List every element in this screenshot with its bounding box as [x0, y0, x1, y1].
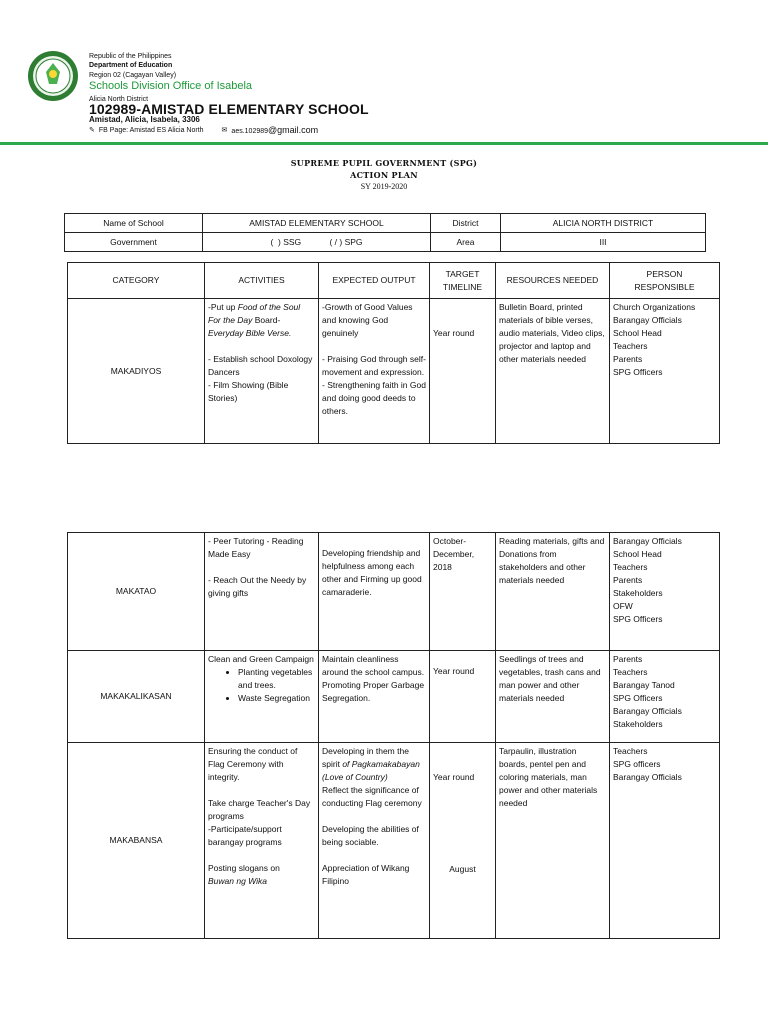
person-item: Parents: [613, 575, 643, 585]
activities-cell: [205, 651, 319, 743]
person-item: SPG Officers: [613, 367, 663, 377]
category-makatao: MAKATAO: [68, 533, 205, 651]
expected-1c: (Love of Country): [322, 772, 388, 782]
person-item: Stakeholders: [613, 719, 663, 729]
person-item: Barangay Officials: [613, 315, 682, 325]
government-label: Government: [65, 233, 203, 252]
email-icon: ✉: [221, 127, 228, 134]
expected-3: Developing the abilities of being sociable.: [322, 824, 419, 847]
list-item: • Waste Segregation: [238, 692, 315, 705]
table-row-makakalikasan: [68, 651, 720, 743]
resources-cell: Bulletin Board, printed materials of bible verses, audio materials, Video clips, projector and laptop and other materials needed: [496, 299, 610, 444]
person-item: Teachers: [613, 667, 648, 677]
table-row-makatao: [68, 533, 720, 651]
header-divider: [0, 142, 768, 145]
col-resources: RESOURCES NEEDED: [496, 263, 610, 299]
resources-cell: Reading materials, gifts and Donations from stakeholders and other materials needed: [496, 533, 610, 651]
person-item: SPG Officers: [613, 614, 663, 624]
activity-1c: Board-: [252, 315, 281, 325]
expected-1a: Developing in them the spirit: [322, 746, 409, 769]
list-item: • Planting vegetables and trees.: [238, 666, 315, 692]
activity-1: Clean and Green Campaign: [208, 654, 314, 664]
person-item: Teachers: [613, 341, 648, 351]
contact-line: [89, 126, 318, 135]
district-value: ALICIA NORTH DISTRICT: [501, 214, 706, 233]
expected-3: - Strengthening faith in God and doing good deeds to others.: [322, 380, 426, 416]
activity-3: -Participate/support barangay programs: [208, 824, 282, 847]
persons-cell: [610, 651, 720, 743]
person-item: Teachers: [613, 746, 648, 756]
activity-text: [208, 302, 300, 338]
person-item: School Head: [613, 328, 662, 338]
col-expected: EXPECTED OUTPUT: [319, 263, 430, 299]
expected-1: Maintain cleanliness around the school campus.: [322, 654, 425, 677]
district-label: District: [431, 214, 501, 233]
timeline-text: Year round: [433, 666, 475, 676]
activity-4a: Posting slogans on: [208, 863, 280, 873]
person-line-2: RESPONSIBLE: [634, 281, 695, 292]
person-item: OFW: [613, 601, 633, 611]
person-item: Barangay Officials: [613, 772, 682, 782]
activities-cell: [205, 533, 319, 651]
expected-1b: of Pagkamakabayan: [342, 759, 420, 769]
activity-1: Ensuring the conduct of Flag Ceremony with integrity.: [208, 746, 298, 782]
expected-cell: [319, 743, 430, 939]
area-value: III: [501, 233, 706, 252]
action-plan-table-top: [67, 262, 720, 444]
activity-bullets: [208, 666, 315, 705]
persons-cell: [610, 743, 720, 939]
activity-1d: Everyday Bible Verse.: [208, 328, 292, 338]
timeline-cell: October-December, 2018: [430, 533, 496, 651]
title-spg: SUPREME PUPIL GOVERNMENT (SPG): [290, 158, 478, 168]
letterhead: [0, 0, 768, 150]
person-item: Barangay Officials: [613, 536, 682, 546]
activity-1a: -Put up: [208, 302, 238, 312]
col-target: [430, 263, 496, 299]
expected-2: Promoting Proper Garbage Segregation.: [322, 680, 425, 703]
expected-2: - Praising God through self-movement and expression.: [322, 354, 426, 377]
person-item: SPG officers: [613, 759, 661, 769]
timeline-2: August: [449, 864, 476, 874]
school-name: 102989-AMISTAD ELEMENTARY SCHOOL: [89, 101, 369, 117]
col-person: [610, 263, 720, 299]
department-text: Department of Education: [89, 62, 173, 69]
person-item: Stakeholders: [613, 588, 663, 598]
activity-4b: Buwan ng Wika: [208, 876, 267, 886]
target-line-1: TARGET: [445, 268, 480, 279]
title-action-plan: ACTION PLAN: [350, 170, 418, 180]
expected-text: Developing friendship and helpfulness among each other and Firming up good camaraderie.: [322, 548, 422, 597]
expected-2: Reflect the significance of conducting Flag ceremony: [322, 785, 422, 808]
name-value: AMISTAD ELEMENTARY SCHOOL: [203, 214, 431, 233]
category-makabansa: MAKABANSA: [68, 743, 205, 939]
expected-1: -Growth of Good Values and knowing God genuinely: [322, 302, 413, 338]
activity-3: - Film Showing (Bible Stories): [208, 380, 289, 403]
person-item: School Head: [613, 549, 662, 559]
person-item: SPG Officers: [613, 693, 663, 703]
facebook-icon: ✎: [89, 127, 95, 134]
expected-cell: [319, 651, 430, 743]
title-school-year: SY 2019-2020: [360, 182, 408, 191]
region-text: Region 02 (Cagayan Valley): [89, 72, 177, 79]
activity-1: - Peer Tutoring - Reading Made Easy: [208, 536, 304, 559]
fb-page-text: FB Page: Amistad ES Alicia North: [98, 127, 204, 134]
timeline-cell: [430, 651, 496, 743]
resources-cell: Tarpaulin, illustration boards, pentel pen and coloring materials, man power and other materials needed: [496, 743, 610, 939]
activity-2: Take charge Teacher's Day programs: [208, 798, 311, 821]
info-row: [65, 214, 706, 233]
target-line-2: TIMELINE: [442, 281, 483, 292]
expected-1: [322, 745, 426, 771]
republic-text: Republic of the Philippines: [89, 53, 172, 60]
expected-cell: [319, 299, 430, 444]
school-info-table: [64, 213, 706, 252]
deped-seal-logo: [27, 50, 79, 102]
district-text: Alicia North District: [89, 96, 149, 103]
person-item: Parents: [613, 354, 643, 364]
activities-cell: [205, 743, 319, 939]
timeline-1: Year round: [433, 772, 475, 782]
person-item: Church Organizations: [613, 302, 696, 312]
timeline-cell: [430, 299, 496, 444]
activity-2: - Establish school Doxology Dancers: [208, 354, 313, 377]
name-label: Name of School: [65, 214, 203, 233]
school-address: Amistad, Alicia, Isabela, 3306: [89, 115, 200, 124]
category-makakalikasan: MAKAKALIKASAN: [68, 651, 205, 743]
expected-4: Appreciation of Wikang Filipino: [322, 863, 410, 886]
persons-cell: [610, 533, 720, 651]
timeline-text: Year round: [433, 328, 475, 338]
person-item: Teachers: [613, 562, 648, 572]
timeline-cell: [430, 743, 496, 939]
action-plan-table-bottom: [67, 532, 720, 939]
activity-2: - Reach Out the Needy by giving gifts: [208, 575, 307, 598]
government-value: ( ) SSG ( / ) SPG: [203, 233, 431, 252]
person-item: Barangay Tanod: [613, 680, 675, 690]
division-text: Schools Division Office of Isabela: [89, 80, 253, 92]
info-row: [65, 233, 706, 252]
area-label: Area: [431, 233, 501, 252]
header-row: [68, 263, 720, 299]
person-item: Parents: [613, 654, 643, 664]
col-category: CATEGORY: [68, 263, 205, 299]
col-activities: ACTIVITIES: [205, 263, 319, 299]
resources-cell: Seedlings of trees and vegetables, trash cans and man power and other materials needed: [496, 651, 610, 743]
category-makadiyos: MAKADIYOS: [68, 299, 205, 444]
email-text: [231, 126, 318, 135]
email-prefix: aes.102989: [231, 128, 269, 135]
activities-cell: [205, 299, 319, 444]
persons-cell: [610, 299, 720, 444]
email-domain: @gmail.com: [268, 125, 319, 135]
person-line-1: PERSON: [646, 268, 683, 279]
expected-cell: [319, 533, 430, 651]
table-row-makadiyos: [68, 299, 720, 444]
person-item: Barangay Officials: [613, 706, 682, 716]
activity-1b: Food of the Soul For the Day: [208, 302, 301, 325]
table-row-makabansa: [68, 743, 720, 939]
